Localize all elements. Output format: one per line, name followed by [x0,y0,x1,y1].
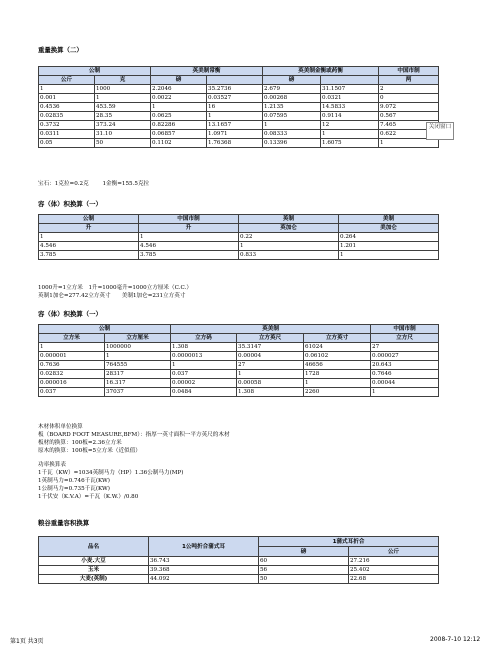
gem-note [38,180,149,188]
group-metric: 公制 [39,67,151,76]
table-cell: 16 [207,103,263,112]
table-cell: 0.833 [239,251,339,260]
close-window-button[interactable]: 关闭窗口 [426,122,454,140]
sub-header: 立方英寸 [304,334,371,343]
table-row [39,388,439,397]
table-cell: 1 [239,242,339,251]
group-header: 英制 [239,215,339,224]
table-cell: 764555 [105,361,171,370]
sub-header: 立方厘米 [105,334,171,343]
table-cell: 453.59 [95,103,151,112]
table-cell: 2.2046 [151,85,207,94]
table-cell: 36.743 [149,557,259,566]
table-cell: 14.5833 [321,103,379,112]
table-cell: 0.4536 [39,103,95,112]
table-row [39,121,439,130]
table-cell: 0.03527 [207,94,263,103]
table-cell: 0.0022 [151,94,207,103]
table-cell: 373.24 [95,121,151,130]
grain-header-bushel: 1公吨折合蒲式耳 [149,537,259,557]
table-cell: 0.037 [171,370,237,379]
table-cell: 小麦.大豆 [39,557,149,566]
note-line: 板材的换算：100板=2.36立方米 [38,440,122,446]
table-row [39,379,439,388]
table-cell: 1.6075 [321,139,379,148]
note-line: 木材体积单位换算 [38,424,83,430]
table-cell: 0.1102 [151,139,207,148]
table-cell: 0.00044 [371,379,439,388]
table-cell: 3.785 [39,251,139,260]
table-cell: 2260 [304,388,371,397]
table-cell: 1 [39,85,95,94]
table-cell: 1728 [304,370,371,379]
table-cell: 1 [151,103,207,112]
table-cell: 0.0321 [321,94,379,103]
table-cell: 27.216 [349,557,439,566]
volume-table-cubic [38,324,439,397]
table-cell: 0.00004 [237,352,304,361]
table-cell: 1.201 [339,242,439,251]
table-row [39,94,439,103]
sub-header: 磅 [263,76,321,85]
table-cell: 7.465 [379,121,439,130]
table-cell: 46656 [304,361,371,370]
table-row [39,557,439,566]
table-cell: 0.82286 [151,121,207,130]
note-line: 1公制马力=0.735千瓦(KW) [38,486,110,492]
table-cell: 1 [207,112,263,121]
table-row [39,103,439,112]
group-header: 公制 [39,215,139,224]
section-title-grain: 粮谷重量容积换算 [38,519,90,527]
sub-header: 升 [139,224,239,233]
sub-header: 磅 [259,547,349,557]
sub-header: 公斤 [349,547,439,557]
table-cell: 9.072 [379,103,439,112]
table-cell: 61024 [304,343,371,352]
group-troy: 英美制金衡或药衡 [263,67,379,76]
table-cell: 28.35 [95,112,151,121]
table-cell: 39.368 [149,566,259,575]
table-row [39,251,439,260]
print-datetime: 2008-7-10 12:12 [430,636,481,643]
table-cell: 1 [95,94,151,103]
table-cell: 1.308 [171,343,237,352]
table-row [39,343,439,352]
weight-table [38,66,439,148]
group-header: 公制 [39,325,171,334]
table-cell: 0.00058 [237,379,304,388]
note-line: 1金衡=155.5克拉 [102,181,150,187]
table-cell: 1 [321,130,379,139]
table-cell: 0.22 [239,233,339,242]
table-cell: 0.02835 [39,112,95,121]
table-cell: 35.2736 [207,85,263,94]
table-cell: 60 [259,557,349,566]
table-cell: 0.0625 [151,112,207,121]
table-cell: 1000000 [105,343,171,352]
table-cell: 13.1657 [207,121,263,130]
table-cell: 4.546 [39,242,139,251]
section-title-volume-1: 容（体）积换算（一） [38,200,102,208]
note-line: 1千瓦（KW）=1034英制马力（HP）1.36公制马力(MP) [38,470,184,476]
table-cell: 0.264 [339,233,439,242]
volume-table-liters [38,214,439,260]
table-cell: 大麦(英制) [39,575,149,584]
table-cell: 0.00002 [171,379,237,388]
table-row [39,352,439,361]
table-cell: 25.402 [349,566,439,575]
table-cell: 37037 [105,388,171,397]
sub-header: 公斤 [39,76,95,85]
table-cell: 0.000016 [39,379,105,388]
table-cell: 27 [371,343,439,352]
table-cell: 0.08333 [263,130,321,139]
table-cell: 0.7646 [371,370,439,379]
table-cell: 1000 [95,85,151,94]
table-cell: 1 [39,233,139,242]
grain-header-per-bushel: 1蒲式耳折合 [259,537,439,547]
table-cell: 1 [304,379,371,388]
note-line: 宝石：1克拉=0.2克 [38,181,89,187]
table-cell: 0.06857 [151,130,207,139]
table-row [39,242,439,251]
sub-header: 克 [95,76,151,85]
table-cell: 50 [95,139,151,148]
table-cell: 2.679 [263,85,321,94]
group-header: 英美制 [171,325,371,334]
table-cell: 1 [371,388,439,397]
group-header: 美制 [339,215,439,224]
table-cell: 0.001 [39,94,95,103]
table-cell: 44.092 [149,575,259,584]
table-cell: 0.037 [39,388,105,397]
table-cell: 4.546 [139,242,239,251]
table-cell: 22.68 [349,575,439,584]
table-row [39,370,439,379]
table-cell: 31.10 [95,130,151,139]
table-cell: 1 [105,352,171,361]
table-cell: 0.622 [379,130,439,139]
table-cell: 0.0484 [171,388,237,397]
sub-header: 立方英尺 [237,334,304,343]
note-line: 英制1加仑=277.42立方英寸 美制1加仑=231立方英寸 [38,293,186,299]
table-cell: 31.1507 [321,85,379,94]
table-row [39,112,439,121]
group-avoirdupois: 英美制常衡 [151,67,263,76]
group-header: 中国市制 [139,215,239,224]
table-cell: 1.0971 [207,130,263,139]
section-title-volume-2: 容（体）积换算（一） [38,310,102,318]
table-cell: 20.643 [371,361,439,370]
table-cell: 0.00268 [263,94,321,103]
table-cell: 12 [321,121,379,130]
sub-header [321,76,379,85]
table-cell: 1 [171,361,237,370]
table-cell: 玉米 [39,566,149,575]
sub-header: 两 [379,76,439,85]
table-row [39,566,439,575]
table-row [39,139,439,148]
table-cell: 1.308 [237,388,304,397]
grain-header-name: 品名 [39,537,149,557]
table-cell: 0.567 [379,112,439,121]
note-line: 功率换算表 [38,462,66,468]
table-row [39,575,439,584]
table-cell: 0.7636 [39,361,105,370]
grain-table [38,536,439,584]
sub-header: 立方码 [171,334,237,343]
table-cell: 35.3147 [237,343,304,352]
table-cell: 0.000027 [371,352,439,361]
table-cell: 0 [379,94,439,103]
table-cell: 0.05 [39,139,95,148]
table-row [39,361,439,370]
volume-note [38,284,192,300]
section-title-weight: 重量换算（二） [38,46,83,54]
group-header: 中国市制 [371,325,439,334]
table-cell: 2 [379,85,439,94]
wood-power-note [38,423,230,501]
table-cell: 56 [259,566,349,575]
table-cell: 1 [263,121,321,130]
table-cell: 3.785 [139,251,239,260]
table-cell: 0.07595 [263,112,321,121]
sub-header: 立方尺 [371,334,439,343]
table-cell: 0.3732 [39,121,95,130]
sub-header: 美加仑 [339,224,439,233]
sub-header [207,76,263,85]
sub-header: 英加仑 [239,224,339,233]
table-cell: 0.9114 [321,112,379,121]
sub-header: 立方米 [39,334,105,343]
note-line: 1英制马力=0.746千瓦(KW) [38,478,110,484]
table-cell: 28317 [105,370,171,379]
table-cell: 0.06102 [304,352,371,361]
table-cell: 16.317 [105,379,171,388]
table-cell: 0.13396 [263,139,321,148]
table-cell: 50 [259,575,349,584]
note-line: 1000升=1立方米 1升=1000毫升=1000立方厘米（C.C.） [38,285,192,291]
table-row [39,130,439,139]
table-cell: 1.76368 [207,139,263,148]
table-cell: 0.000001 [39,352,105,361]
table-cell: 1 [39,343,105,352]
table-cell: 1 [339,251,439,260]
table-cell: 1 [237,370,304,379]
note-line: 1千伏安（K.V.A）=千瓦（K.W.）/0.80 [38,494,139,500]
table-cell: 0.02832 [39,370,105,379]
table-cell: 27 [237,361,304,370]
sub-header: 升 [39,224,139,233]
group-china: 中国市制 [379,67,439,76]
table-cell: 1 [379,139,439,148]
note-line: 板（BOARD FOOT MEASURE,BFM）：指厚一英寸面积一平方英尺的木材 [38,432,230,438]
table-cell: 1.2135 [263,103,321,112]
note-line: 原木的换算：100板=5立方米（近似值） [38,448,141,454]
page-number: 第1页 共3页 [10,638,44,645]
table-cell: 1 [139,233,239,242]
table-row [39,85,439,94]
sub-header: 磅 [151,76,207,85]
table-row [39,233,439,242]
table-cell: 0.0311 [39,130,95,139]
table-cell: 0.0000013 [171,352,237,361]
